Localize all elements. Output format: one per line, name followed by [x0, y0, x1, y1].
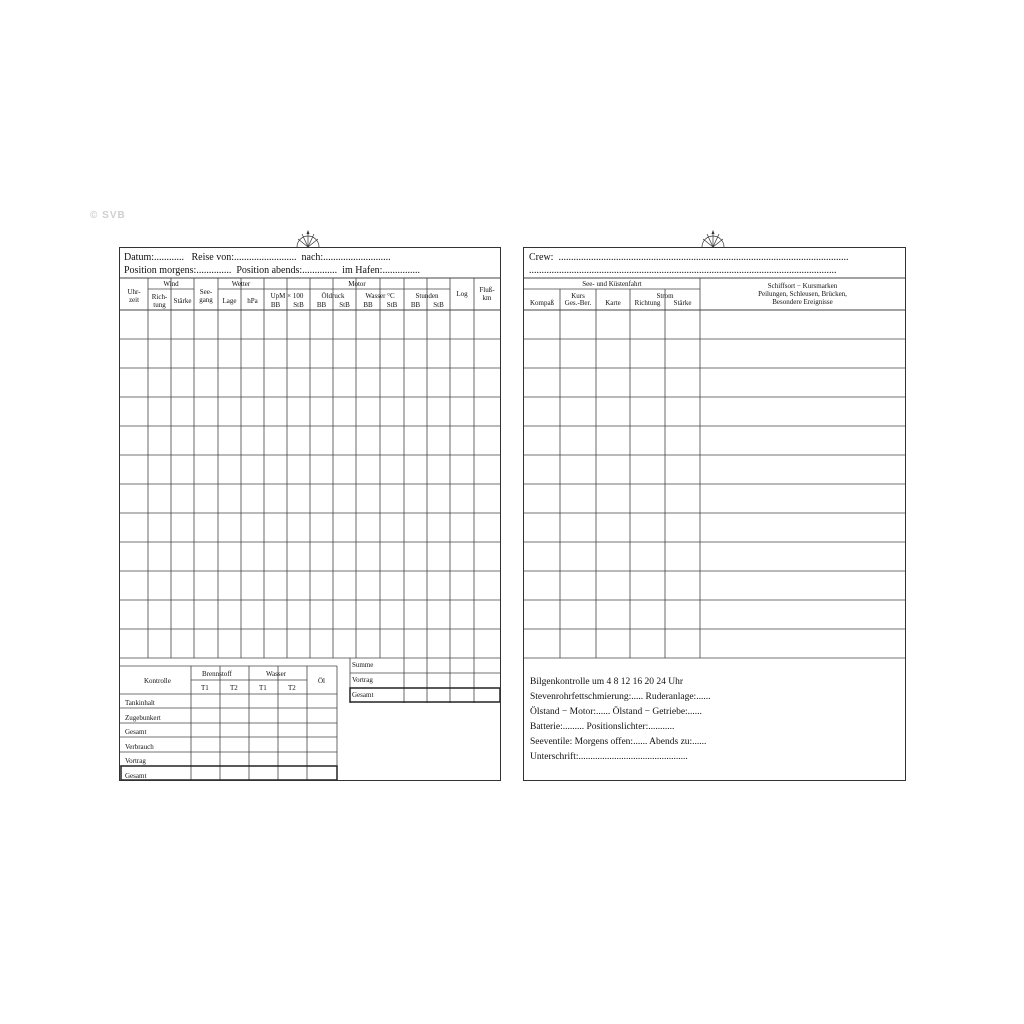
pos-morgens-field[interactable]: ..............	[196, 265, 232, 276]
kontrolle-wasser-t1: T1	[259, 684, 267, 692]
col-staerke: Stärke	[673, 299, 692, 307]
vortrag-label: Vortrag	[352, 676, 373, 684]
col-wetter: Wetter	[231, 280, 251, 288]
oelstand-line: Ölstand − Motor:...... Ölstand − Getriebe:......	[530, 707, 702, 717]
col-oeldruck: Öldruck	[321, 292, 345, 300]
col-kompass: Kompaß	[529, 299, 555, 307]
col-wetter-hpa: hPa	[247, 297, 258, 305]
col-wasser: Wasser °C	[365, 292, 395, 300]
kontrolle-brennstoff-t1: T1	[201, 684, 209, 692]
position-line	[124, 265, 420, 277]
pos-abends-label: Position abends:	[236, 265, 303, 276]
kontrolle-brennstoff-t2: T2	[230, 684, 238, 692]
bilgenkontrolle: Bilgenkontrolle um 4 8 12 16 20 24 Uhr	[530, 677, 684, 687]
col-wetter-lage: Lage	[222, 297, 237, 305]
col-stunden: Stunden	[415, 292, 439, 300]
col-uhrzeit: Uhr- zeit	[127, 288, 141, 304]
col-stb: StB	[293, 301, 304, 309]
unterschrift-line: Unterschrift:..............................................	[530, 752, 688, 762]
col-seegang: See- gang	[199, 288, 213, 304]
stevenrohr-line: Stevenrohrfettschmierung:..... Ruderanlage:......	[530, 692, 711, 702]
hafen-field[interactable]: ...............	[382, 265, 420, 276]
kontrolle-row-gesamt: Gesamt	[125, 728, 147, 736]
kontrolle-total-box	[121, 766, 337, 780]
log-table-grid	[120, 248, 500, 780]
nach-field[interactable]: ...........................	[323, 252, 391, 263]
col-motor: Motor	[348, 280, 366, 288]
reise-label: Reise von:	[191, 252, 234, 263]
hafen-label: im Hafen:	[342, 265, 383, 276]
kontrolle-row-tankinhalt: Tankinhalt	[125, 699, 155, 707]
logbook-left-page	[119, 247, 501, 781]
col-stb: StB	[386, 301, 398, 309]
crew-field[interactable]: ....................................................................................................................	[558, 252, 849, 263]
pos-morgens-label: Position morgens:	[124, 265, 197, 276]
col-wind-staerke: Stärke	[173, 297, 192, 305]
col-see-kuesten: See- und Küstenfahrt	[582, 280, 642, 288]
col-kurs: Kurs	[571, 292, 585, 300]
col-strom: Strom	[656, 292, 674, 300]
logbook-right-page	[523, 247, 906, 781]
col-bb: BB	[316, 301, 327, 309]
summe-label: Summe	[352, 661, 374, 669]
batterie-line: Batterie:......... Positionslichter:...........	[530, 722, 675, 732]
col-bb: BB	[270, 301, 281, 309]
col-stb: StB	[339, 301, 350, 309]
col-ges-ber: Ges.-Ber.	[564, 299, 592, 307]
kontrolle-oel: Öl	[318, 677, 325, 685]
nach-label: nach:	[301, 252, 324, 263]
kontrolle-brennstoff: Brennstoff	[202, 670, 232, 678]
compass-rose-icon	[295, 228, 321, 248]
kontrolle-row-zugebunkert: Zugebunkert	[125, 714, 161, 722]
gesamt-label: Gesamt	[352, 691, 374, 699]
kontrolle-row-verbrauch: Verbrauch	[125, 743, 154, 751]
datum-line	[124, 252, 391, 264]
seeventile-line: Seeventile: Morgens offen:...... Abends zu:......	[530, 737, 707, 747]
brand-watermark: © SVB	[90, 210, 126, 221]
col-wind: Wind	[163, 280, 179, 288]
kontrolle-wasser-t2: T2	[288, 684, 296, 692]
pos-abends-field[interactable]: ..............	[302, 265, 338, 276]
col-stb: StB	[433, 301, 444, 309]
reise-field[interactable]: .........................	[234, 252, 297, 263]
compass-rose-icon	[700, 228, 726, 248]
col-log: Log	[456, 290, 468, 298]
datum-label: Datum:	[124, 252, 154, 263]
col-bb: BB	[363, 301, 373, 309]
kontrolle-wasser: Wasser	[266, 670, 287, 678]
col-upm: UpM × 100	[270, 292, 304, 300]
kontrolle-title: Kontrolle	[144, 677, 171, 685]
kontrolle-row-vortrag: Vortrag	[125, 757, 146, 765]
col-richtung: Richtung	[634, 299, 661, 307]
datum-field[interactable]: ............	[154, 252, 184, 263]
col-schiffsort: Schiffsort − Kursmarken Peilungen, Schleusen, Brücken, Besondere Ereignisse	[758, 282, 847, 306]
crew-line	[529, 252, 848, 264]
col-bb: BB	[410, 301, 421, 309]
crew-label: Crew:	[529, 252, 554, 263]
col-karte: Karte	[605, 299, 621, 307]
kontrolle-row-gesamt-total: Gesamt	[125, 772, 147, 780]
col-fluss-km: Fluß- km	[479, 286, 495, 302]
col-wind-richtung: Rich- tung	[151, 293, 168, 309]
crew-field-line2[interactable]: ...........................................................................................................................	[529, 265, 837, 276]
